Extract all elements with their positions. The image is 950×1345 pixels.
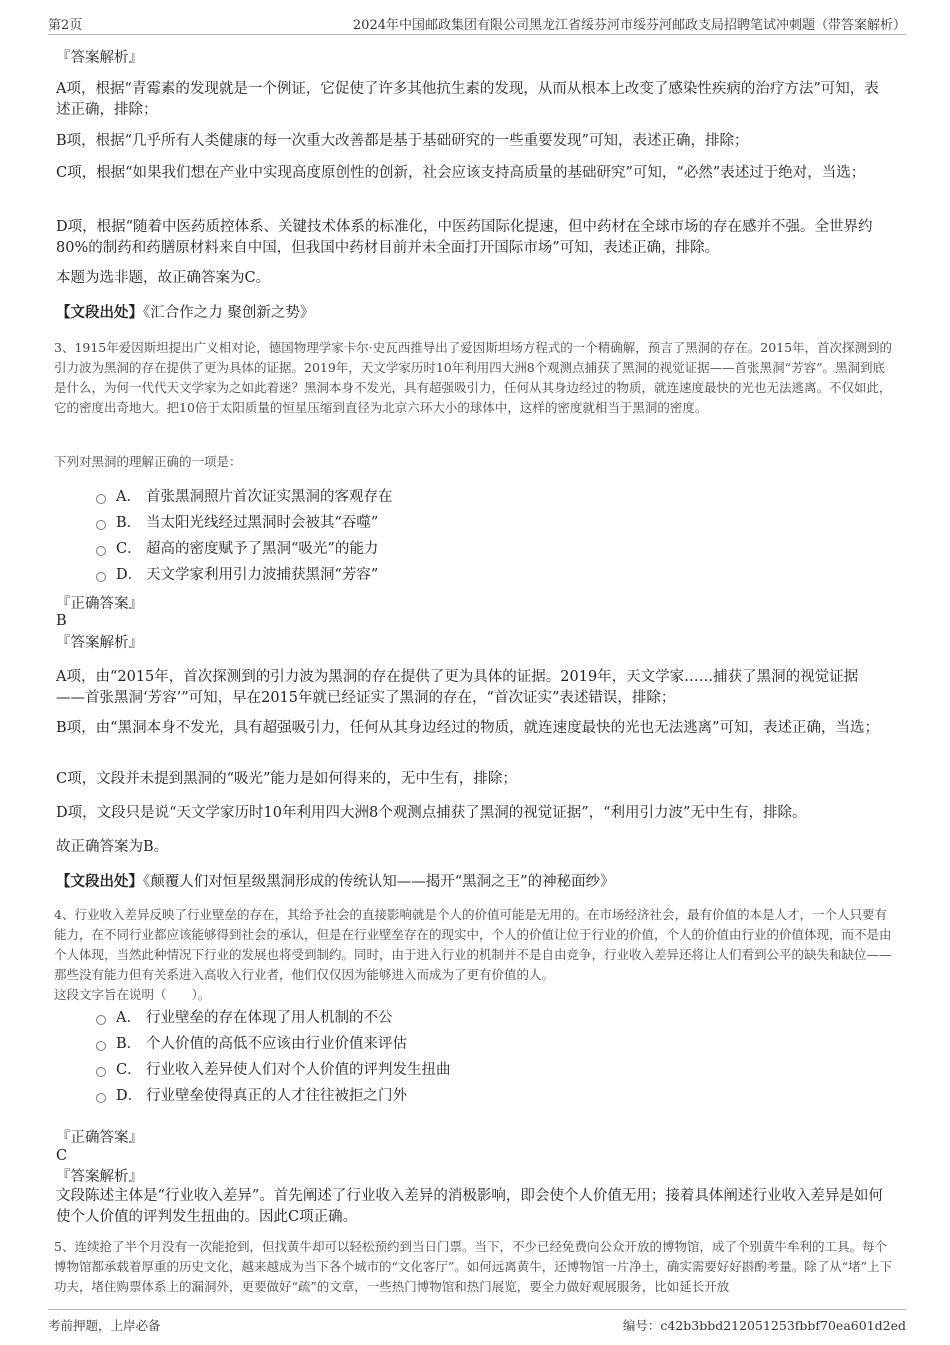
document-title: 2024年中国邮政集团有限公司黑龙江省绥芬河市绥芬河邮政支局招聘笔试冲刺题（带答案解析）: [352, 18, 906, 33]
q4-question: 这段文字旨在说明（ ）。: [54, 987, 211, 1002]
q4-option-a[interactable]: A． 行业壁垒的存在体现了用人机制的不公: [96, 1005, 856, 1031]
q3-analysis-label: 『答案解析』: [56, 635, 143, 651]
q3-analysis-b: B项，由“黑洞本身不发光，具有超强吸引力，任何从其身边经过的物质，就连速度最快的光也无法逃离”可知，表述正确，当选；: [56, 720, 879, 736]
page-number: 第2页: [48, 18, 83, 33]
radio-icon[interactable]: [96, 1041, 106, 1051]
document-id: 编号：c42b3bbd212051253fbbf70ea601d2ed: [622, 1318, 906, 1333]
q3-passage: 3、1915年爱因斯坦提出广义相对论，德国物理学家卡尔·史瓦西推导出了爱因斯坦场方程式的一个精确解，预言了黑洞的存在。2015年，首次探测到的引力波为黑洞的存在提供了更为具体的证据。2019年，天文学家历时10年利用四大洲8个观测点捕获了黑洞的视觉证据——首张黑洞“芳容”。黑洞到底是什么，为何一代代天文学家为之如此着迷？黑洞本身不发光，具有超强吸引力，任何从其身边经过的物质，就连速度最快的光也无法逃离。不仅如此，它的密度出奇地大。把10倍于太阳质量的恒星压缩到直径为北京六环大小的球体中，这样的密度就相当于黑洞的密度。: [54, 340, 893, 415]
q2-conclusion: 本题为选非题，故正确答案为C。: [56, 270, 271, 286]
q3-conclusion: 故正确答案为B。: [56, 839, 169, 855]
q4-option-d[interactable]: D． 行业壁垒使得真正的人才往往被拒之门外: [96, 1083, 856, 1109]
q3-analysis-c: C项，文段并未提到黑洞的“吸光”能力是如何得来的，无中生有，排除；: [56, 771, 517, 787]
q3-option-b[interactable]: B． 当太阳光线经过黑洞时会被其“吞噬”: [96, 510, 856, 536]
q4-options: [96, 1005, 856, 1109]
q4-option-b[interactable]: B． 个人价值的高低不应该由行业价值来评估: [96, 1031, 856, 1057]
source-title: 《汇合作之力 聚创新之势》: [143, 305, 315, 321]
q4-answer-label: 『正确答案』: [56, 1130, 143, 1146]
q2-analysis-c: C项，根据“如果我们想在产业中实现高度原创性的创新，社会应该支持高质量的基础研究”可知，“必然”表述过于绝对，当选；: [56, 165, 866, 181]
footer-slogan: 考前押题，上岸必备: [48, 1318, 161, 1333]
radio-icon[interactable]: [96, 572, 106, 582]
q2-analysis-d: D项，根据“随着中医药质控体系、关键技术体系的标准化，中医药国际化提速，但中药材在全球市场的存在感并不强。全世界约80%的制药和药膳原材料来自中国，但我国中药材目前并未全面打开国际市场”可知，表述正确，排除。: [56, 219, 873, 256]
radio-icon[interactable]: [96, 1015, 106, 1025]
q2-source: [56, 302, 886, 324]
radio-icon[interactable]: [96, 494, 106, 504]
q4-passage: 4、行业收入差异反映了行业壁垒的存在，其给予社会的直接影响就是个人的价值可能是无用的。在市场经济社会，最有价值的本是人才，一个人只要有能力，在不同行业都应该能够得到社会的承认，但是在行业壁垒存在的现实中，个人的价值让位于行业的价值，个人的价值由行业的价值体现，而不是由个人体现，当然此种情况下行业的发展也将受到制约。同时，由于进入行业的机制并不是自由竞争，行业收入差异还将让人们看到公平的缺失和缺位——那些没有能力但有关系进入高收入行业者，他们仅仅因为能够进入而成为了更有价值的人。: [54, 907, 892, 982]
q4-answer: C: [56, 1148, 68, 1164]
q3-answer: B: [56, 613, 67, 629]
radio-icon[interactable]: [96, 546, 106, 556]
q3-question: 下列对黑洞的理解正确的一项是：: [54, 454, 242, 469]
q2-analysis-label: 『答案解析』: [56, 50, 143, 66]
q2-analysis-b: B项，根据“几乎所有人类健康的每一次重大改善都是基于基础研究的一些重要发现”可知，表述正确，排除；: [56, 133, 749, 149]
radio-icon[interactable]: [96, 1093, 106, 1103]
q3-option-d[interactable]: D． 天文学家利用引力波捕获黑洞“芳容”: [96, 562, 856, 588]
q3-answer-label: 『正确答案』: [56, 596, 143, 612]
q3-option-a[interactable]: A． 首张黑洞照片首次证实黑洞的客观存在: [96, 484, 856, 510]
q2-analysis-a: A项，根据“青霉素的发现就是一个例证，它促使了许多其他抗生素的发现，从而从根本上改变了感染性疾病的治疗方法”可知，表述正确，排除；: [56, 81, 879, 118]
page-header: [48, 14, 906, 35]
q3-source: [56, 871, 886, 893]
q4-analysis-label: 『答案解析』: [56, 1169, 143, 1185]
source-label: 【文段出处】: [56, 304, 143, 321]
radio-icon[interactable]: [96, 520, 106, 530]
radio-icon[interactable]: [96, 1067, 106, 1077]
q3-option-c[interactable]: C． 超高的密度赋予了黑洞“吸光”的能力: [96, 536, 856, 562]
q3-options: [96, 484, 856, 588]
q4-option-c[interactable]: C． 行业收入差异使人们对个人价值的评判发生扭曲: [96, 1057, 856, 1083]
page-footer: [48, 1309, 906, 1334]
source-label: 【文段出处】: [56, 873, 143, 890]
q4-analysis: 文段陈述主体是“行业收入差异”。首先阐述了行业收入差异的消极影响，即会使个人价值无用；接着具体阐述行业收入差异是如何使个人价值的评判发生扭曲的。因此C项正确。: [56, 1188, 883, 1225]
source-title: 《颠覆人们对恒星级黑洞形成的传统认知——揭开“黑洞之王”的神秘面纱》: [143, 874, 615, 890]
q5-passage: 5、连续抢了半个月没有一次能抢到，但找黄牛却可以轻松预约到当日门票。当下，不少已经免费向公众开放的博物馆，成了个别黄牛牟利的工具。每个博物馆都承载着厚重的历史文化，越来越成为当下各个城市的“文化客厅”。如何远离黄牛，还博物馆一片净土，确实需要好好斟酌考量。除了从“堵”上下功夫，堵住购票体系上的漏洞外，更要做好“疏”的文章，一些热门博物馆和热门展览，要全力做好观展服务，比如延长开放: [54, 1239, 893, 1294]
q3-analysis-d: D项，文段只是说“天文学家历时10年利用四大洲8个观测点捕获了黑洞的视觉证据”，“利用引力波”无中生有，排除。: [56, 805, 807, 821]
q3-analysis-a: A项，由“2015年，首次探测到的引力波为黑洞的存在提供了更为具体的证据。2019年，天文学家……捕获了黑洞的视觉证据——首张黑洞‘芳容’”可知，早在2015年就已经证实了黑洞的存在，“首次证实”表述错误，排除；: [56, 669, 859, 706]
